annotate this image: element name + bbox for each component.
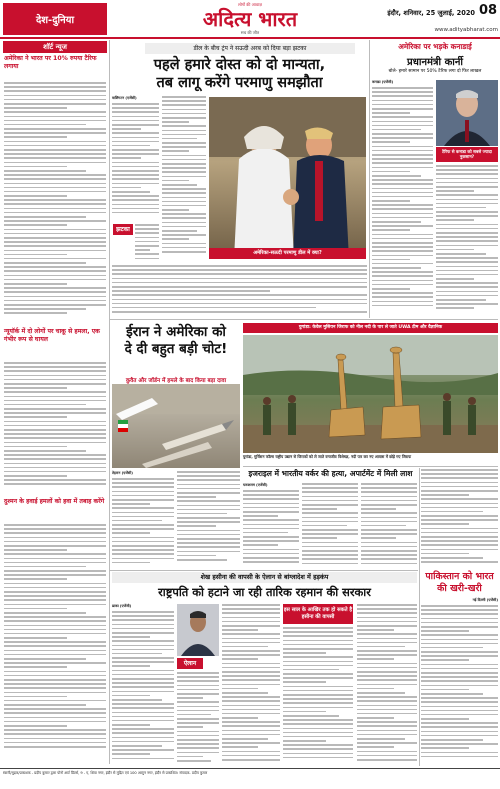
- masthead-logo: [195, 2, 305, 36]
- lead-col1-body: [112, 103, 159, 221]
- right-headline: प्रधानमंत्री कार्नी: [407, 57, 463, 68]
- iran-photo-graphic: [112, 384, 240, 468]
- bd-kicker: शेख हसीना की वापसी के ऐलान से बांग्लादेश में हड़कंप: [112, 572, 417, 583]
- short-news-1-headline: अमेरिका ने भारत पर 10% रुपया टैरिफ लगाया: [4, 55, 97, 70]
- column-divider-left: [109, 40, 110, 764]
- short-news-3-body: [4, 524, 106, 762]
- lead-badge: झटका: [113, 224, 133, 235]
- bd-photo-figure: [177, 604, 219, 656]
- uganda-caption: युगांडा, मुर्चिसन फॉल्स राष्ट्रीय उद्यान से जिराफों को ले जाते वन्यजीव विशेषज्ञ, नदी पार कर नए आवास में छोड़े गए जिराफ: [243, 454, 412, 459]
- right-photo-caption: टैरिफ से कनाडा को सबसे ज्यादा नुकसान?: [436, 147, 498, 162]
- uganda-photo-giraffes: [243, 335, 498, 453]
- bd-byline: ढाका (एजेंसी): [112, 604, 132, 608]
- bd-photo-portrait: [177, 604, 219, 656]
- lead-headline-line1: पहले हमारे दोस्त को दो मान्यता,: [153, 57, 326, 73]
- mid-rule: [110, 319, 498, 320]
- lead-photo-figures: [209, 97, 366, 259]
- bd-body-d: [357, 604, 417, 765]
- imprint-line: स्वामी/मुद्रक/प्रकाशक - प्रदीप कुमार द्वारा पोनो आर्ट प्रिंटर्स, 9 - ए, शिवा नगर, इंदौर से मुद्रित एवं 100 अल्टुन नगर, इंदौर से प्रकाशित। संपादक- प्रदीप कुमार: [3, 771, 208, 775]
- lead-bottom-body: [112, 265, 367, 315]
- short-news-3-headline: दुश्मन के हवाई हमलों को हवा में तबाह करेंगे: [4, 498, 105, 505]
- right-body-b: [436, 165, 498, 317]
- short-news-2-body: [4, 362, 106, 492]
- uganda-rule: [243, 466, 498, 467]
- uganda-kicker: युगांडा: केवेल मुसियन जिराफ को नील नदी के पार ले जाते UWA टीम और वैज्ञानिक: [243, 323, 498, 333]
- short-news-1-body: [4, 82, 106, 324]
- pak-divider: [419, 468, 420, 766]
- iran-body-a: [112, 478, 174, 568]
- pak-byline: नई दिल्ली (एजेंसी): [472, 598, 498, 602]
- lead-col1-body-b: [135, 224, 159, 264]
- bd-body-a: [112, 611, 174, 765]
- dateline: इंदौर, शनिवार, 25 जुलाई, 2020: [387, 9, 475, 17]
- israel-byline: यरूशलम (एजेंसी): [243, 483, 268, 487]
- lead-photo-caption: अमेरिका-सऊदी परमाणु डील में क्या?: [209, 248, 366, 259]
- logo-text: अदित्य भारत: [202, 7, 298, 31]
- israel-headline: इजराइल में भारतीय वर्कर की हत्या, अपार्टमेंट में मिली लाश: [248, 469, 413, 478]
- pak-body: [421, 605, 498, 765]
- section-tag: [3, 3, 107, 35]
- short-news-title: शॉर्ट न्यूज: [3, 41, 107, 53]
- bd-headline: राष्ट्रपति को हटाने जा रही तारिक रहमान की सरकार: [158, 585, 371, 599]
- pak-body-top: [421, 469, 498, 569]
- page-number: 08: [478, 3, 498, 18]
- iran-headline-line1: ईरान ने अमेरिका को: [126, 324, 226, 340]
- logo-tagline: लोगों की आवाज़: [237, 2, 262, 7]
- right-body-a: [372, 87, 433, 317]
- iran-subheadline: कुवैत और जॉर्डन में हमले के बाद किया बड़ा दावा: [125, 378, 227, 384]
- logo-sub: सच की जीत: [240, 30, 260, 35]
- bottom-rule: [110, 570, 418, 571]
- iran-photo-missiles: [112, 384, 240, 468]
- iran-body-b: [177, 471, 240, 568]
- right-byline: कनाडा (एजेंसी): [372, 80, 394, 84]
- footer-rule: [0, 768, 500, 769]
- website-link[interactable]: www.adityabharat.com: [434, 27, 498, 33]
- lead-kicker: डील के बीच ट्रंप ने सऊदी अरब को दिया बड़ा झटका: [145, 43, 355, 54]
- bd-box-title: इस साल के आखिर तक हो सकते है हसीना की वापसी: [283, 604, 353, 624]
- israel-body-c: [361, 483, 417, 568]
- iran-headline-line2: दे दी बहुत बड़ी चोट!: [124, 341, 228, 357]
- israel-body-b: [302, 483, 358, 568]
- bd-badge: ऐलान: [177, 658, 203, 669]
- bd-box-body: [283, 627, 353, 765]
- lead-col2-body: [162, 96, 206, 264]
- israel-body-a: [243, 490, 299, 568]
- header-rule: [0, 37, 500, 39]
- pak-headline-line2: की खरी-खरी: [437, 583, 482, 594]
- section-label: देश-दुनिया: [35, 15, 75, 26]
- right-sub: बोले- हमारे सामान पर 50% टैरिफ लगा दो फिर लाखल: [388, 69, 482, 74]
- lead-photo-leaders: [209, 97, 366, 259]
- right-photo-figure: [436, 80, 498, 146]
- lead-byline: वाशिंगटन (एजेंसी): [112, 96, 137, 100]
- right-kicker: अमेरिका पर भड़के कनाडाई: [398, 42, 472, 51]
- short-news-2-headline: न्यूयॉर्क में दो लोगों पर चाकू से हमला, एक गंभीर रूप से घायल: [4, 328, 100, 343]
- pak-headline-line1: पाकिस्तान को भारत: [425, 571, 494, 582]
- column-divider-right: [369, 40, 370, 318]
- right-photo-carney: [436, 80, 498, 146]
- bd-body-c: [177, 672, 219, 765]
- bd-body-b: [222, 604, 280, 765]
- iran-byline: तेहरान (एजेंसी): [112, 471, 133, 475]
- uganda-photo-graphic: [243, 335, 498, 453]
- lead-headline-line2: तब लागू करेंगे परमाणु समझौता: [156, 75, 323, 91]
